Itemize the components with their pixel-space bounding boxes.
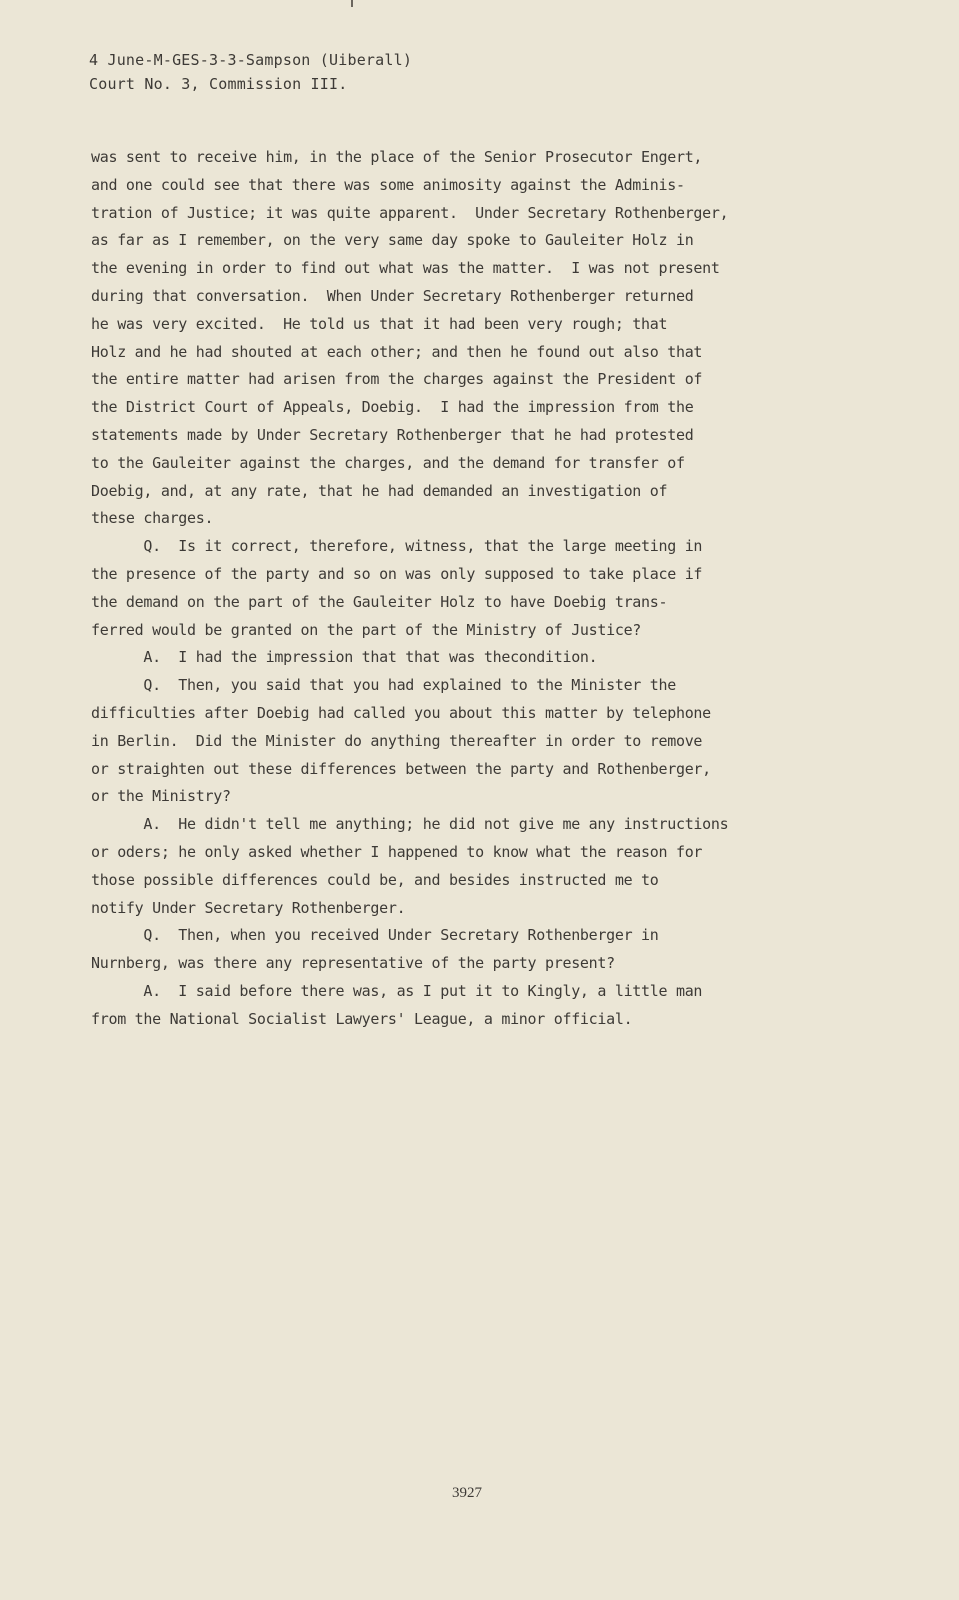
transcript-line: the demand on the part of the Gauleiter Holz to have Doebig trans- xyxy=(91,592,668,611)
transcript-line: Q. Is it correct, therefore, witness, that the large meeting in xyxy=(91,537,703,556)
transcript-line: A. He didn't tell me anything; he did not give me any instructions xyxy=(91,815,729,834)
transcript-line: A. I had the impression that that was thecondition. xyxy=(91,648,598,667)
transcript-line: those possible differences could be, and besides instructed me to xyxy=(91,870,659,889)
transcript-line: and one could see that there was some animosity against the Adminis- xyxy=(91,175,685,194)
transcript-line: notify Under Secretary Rothenberger. xyxy=(91,898,406,917)
transcript-line: to the Gauleiter against the charges, and the demand for transfer of xyxy=(91,453,685,472)
header-line-1: 4 June-M-GES-3-3-Sampson (Uiberall) xyxy=(89,51,413,69)
transcript-line: Doebig, and, at any rate, that he had demanded an investigation of xyxy=(91,481,668,500)
document-header xyxy=(89,48,412,96)
transcript-line: ferred would be granted on the part of the Ministry of Justice? xyxy=(91,620,642,639)
transcript-line: statements made by Under Secretary Rothenberger that he had protested xyxy=(91,425,694,444)
punch-mark xyxy=(351,0,353,7)
transcript-line: Nurnberg, was there any representative of the party present? xyxy=(91,954,615,973)
transcript-line: Q. Then, when you received Under Secretary Rothenberger in xyxy=(91,926,659,945)
transcript-line: as far as I remember, on the very same day spoke to Gauleiter Holz in xyxy=(91,231,694,250)
transcript-line: tration of Justice; it was quite apparent. Under Secretary Rothenberger, xyxy=(91,203,729,222)
transcript-line: was sent to receive him, in the place of the Senior Prosecutor Engert, xyxy=(91,148,703,166)
transcript-line: in Berlin. Did the Minister do anything thereafter in order to remove xyxy=(91,731,703,750)
transcript-line: or the Ministry? xyxy=(91,787,231,806)
transcript-line: or straighten out these differences between the party and Rothenberger, xyxy=(91,759,711,778)
transcript-line: the District Court of Appeals, Doebig. I had the impression from the xyxy=(91,398,694,417)
transcript-line: the entire matter had arisen from the charges against the President of xyxy=(91,370,703,389)
transcript-line: or oders; he only asked whether I happened to know what the reason for xyxy=(91,842,703,861)
header-line-2: Court No. 3, Commission III. xyxy=(89,75,348,93)
transcript-line: the evening in order to find out what was the matter. I was not present xyxy=(91,259,720,278)
transcript-line: these charges. xyxy=(91,509,214,528)
transcript-line: A. I said before there was, as I put it to Kingly, a little man xyxy=(91,981,703,1000)
transcript-line: during that conversation. When Under Secretary Rothenberger returned xyxy=(91,286,694,305)
transcript-line: difficulties after Doebig had called you about this matter by telephone xyxy=(91,703,711,722)
transcript-line: Holz and he had shouted at each other; and then he found out also that xyxy=(91,342,703,361)
page-number: 3927 xyxy=(452,1485,482,1501)
transcript-line: Q. Then, you said that you had explained to the Minister the xyxy=(91,676,676,695)
transcript-line: he was very excited. He told us that it had been very rough; that xyxy=(91,314,668,333)
transcript-body xyxy=(91,144,941,1034)
transcript-line: the presence of the party and so on was only supposed to take place if xyxy=(91,564,703,583)
transcript-line: from the National Socialist Lawyers' League, a minor official. xyxy=(91,1009,633,1028)
